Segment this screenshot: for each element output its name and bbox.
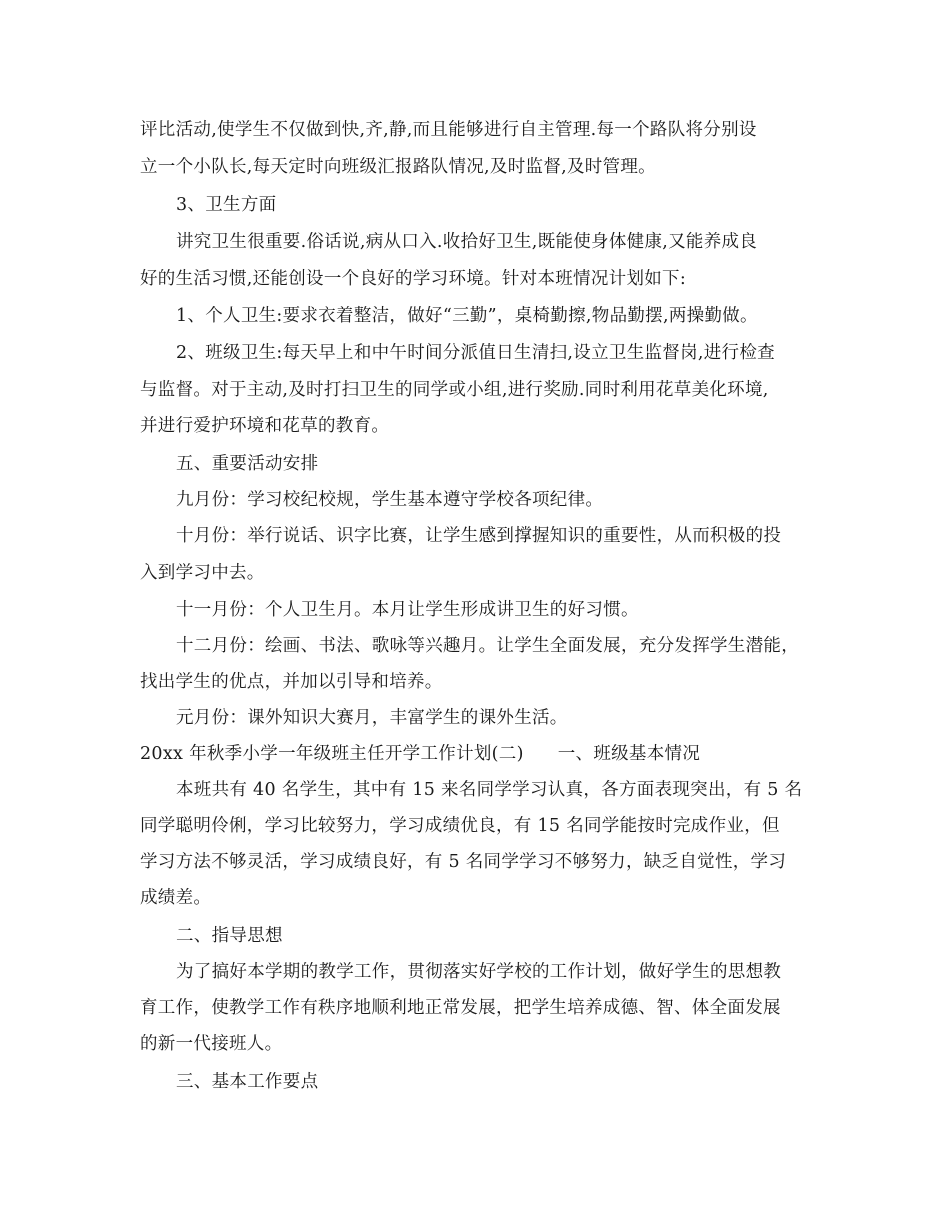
- text-line: 的新一代接班人。: [140, 1034, 283, 1054]
- text-line: 立一个小队长,每天定时向班级汇报路队情况,及时监督,及时管理。: [140, 157, 656, 177]
- text-line: 元月份：课外知识大赛月，丰富学生的课外生活。: [176, 708, 568, 728]
- text-line: 与监督。对于主动,及时打扫卫生的同学或小组,进行奖励.同时利用花草美化环境,: [140, 380, 769, 400]
- section-heading: 二、指导思想: [176, 926, 283, 946]
- section-heading: 三、基本工作要点: [176, 1072, 319, 1092]
- title-line: [140, 742, 700, 766]
- text-line: 十月份：举行说话、识字比赛，让学生感到撑握知识的重要性，从而积极的投: [176, 526, 782, 546]
- text-line: 评比活动,使学生不仅做到快,齐,静,而且能够进行自主管理.每一个路队将分别设: [140, 120, 757, 140]
- text-line: 成绩差。: [140, 888, 212, 908]
- text-line: 找出学生的优点，并加以引导和培养。: [140, 672, 443, 692]
- text-line: 学习方法不够灵活，学习成绩良好，有 5 名同学学习不够努力，缺乏自觉性，学习: [140, 852, 787, 872]
- text-line: 为了搞好本学期的教学工作，贯彻落实好学校的工作计划，做好学生的思想教: [176, 962, 782, 982]
- section-heading: 一、班级基本情况: [557, 744, 701, 764]
- text-line: 育工作，使教学工作有秩序地顺利地正常发展，把学生培养成德、智、体全面发展: [140, 998, 781, 1018]
- text-line: 本班共有 40 名学生，其中有 15 来名同学学习认真，各方面表现突出，有 5 名: [176, 780, 803, 800]
- text-line: 1、个人卫生:要求衣着整洁，做好“三勤”，桌椅勤擦,物品勤摆,两操勤做。: [176, 306, 758, 326]
- section-heading: 五、重要活动安排: [176, 454, 319, 474]
- document-title: 20xx 年秋季小学一年级班主任开学工作计划(二): [140, 744, 524, 764]
- text-line: 十二月份：绘画、书法、歌咏等兴趣月。让学生全面发展，充分发挥学生潜能，: [176, 636, 799, 656]
- text-line: 入到学习中去。: [140, 563, 265, 583]
- text-line: 好的生活习惯,还能创设一个良好的学习环境。针对本班情况计划如下:: [140, 269, 687, 289]
- text-line: 2、班级卫生:每天早上和中午时间分派值日生清扫,设立卫生监督岗,进行检查: [176, 343, 775, 363]
- text-line: 讲究卫生很重要.俗话说,病从口入.收拾好卫生,既能使身体健康,又能养成良: [176, 232, 758, 252]
- text-line: 九月份：学习校纪校规，学生基本遵守学校各项纪律。: [176, 490, 604, 510]
- text-line: 并进行爱护环境和花草的教育。: [140, 416, 390, 436]
- text-line: 同学聪明伶俐，学习比较努力，学习成绩优良，有 15 名同学能按时完成作业，但: [140, 816, 780, 836]
- section-heading: 3、卫生方面: [176, 195, 277, 215]
- text-line: 十一月份：个人卫生月。本月让学生形成讲卫生的好习惯。: [176, 600, 639, 620]
